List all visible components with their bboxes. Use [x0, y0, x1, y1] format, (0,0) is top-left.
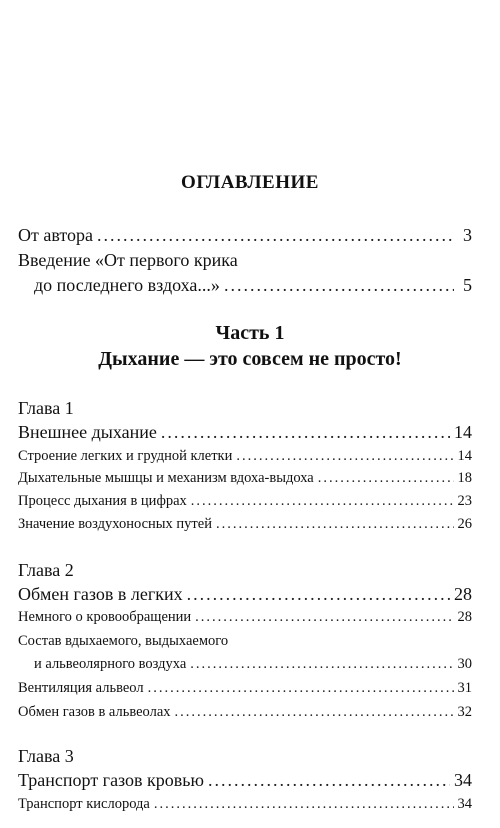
entry-page: 3: [463, 225, 472, 245]
toc-entry-chapter-1[interactable]: [18, 422, 472, 443]
leader-dots: [148, 680, 454, 697]
entry-page: 28: [454, 584, 472, 604]
entry-page: 32: [457, 704, 472, 720]
entry-text: Немного о кровообращении: [18, 609, 192, 625]
entry-page: 26: [457, 516, 472, 532]
entry-page: 14: [454, 422, 472, 442]
entry-text: Обмен газов в легких: [18, 584, 183, 604]
entry-page: 5: [463, 275, 472, 295]
leader-dots: [318, 470, 454, 487]
entry-page: 31: [457, 680, 472, 696]
toc-entry-intro-line1[interactable]: Введение «От первого крика: [18, 250, 238, 270]
part-number: Часть 1: [215, 322, 285, 344]
entry-text: Транспорт кислорода: [18, 796, 150, 812]
entry-page: 18: [457, 470, 472, 486]
entry-text: Дыхательные мышцы и механизм вдоха-выдоха: [18, 470, 314, 486]
toc-entry-section[interactable]: [34, 656, 472, 673]
toc-entry-chapter-3[interactable]: [18, 770, 472, 791]
entry-text: и альвеолярного воздуха: [34, 656, 187, 672]
toc-entry-section[interactable]: [18, 470, 472, 487]
entry-text: до последнего вздоха...»: [34, 275, 220, 295]
entry-text: Процесс дыхания в цифрах: [18, 493, 187, 509]
entry-text: Обмен газов в альвеолах: [18, 704, 171, 720]
toc-entry-section[interactable]: [18, 448, 472, 465]
entry-text: От автора: [18, 225, 94, 245]
entry-text: Вентиляция альвеол: [18, 680, 144, 696]
toc-entry-section-line1[interactable]: Состав вдыхаемого, выдыхаемого: [18, 633, 229, 649]
leader-dots: [97, 225, 454, 246]
entry-text: Строение легких и грудной клетки: [18, 448, 233, 464]
entry-text: Внешнее дыхание: [18, 422, 157, 442]
leader-dots: [191, 493, 454, 510]
leader-dots: [190, 656, 453, 673]
leader-dots: [161, 422, 450, 443]
chapter-label: Глава 2: [18, 560, 74, 580]
chapter-label: Глава 3: [18, 746, 74, 766]
toc-entry-from-author[interactable]: [18, 225, 472, 246]
entry-page: 28: [457, 609, 472, 625]
toc-entry-section[interactable]: [18, 704, 472, 721]
leader-dots: [154, 796, 454, 813]
toc-entry-intro[interactable]: [34, 275, 472, 296]
part-title: Дыхание — это совсем не просто!: [98, 348, 402, 370]
chapter-label: Глава 1: [18, 398, 74, 418]
leader-dots: [175, 704, 454, 721]
toc-entry-section[interactable]: [18, 493, 472, 510]
entry-page: 34: [454, 770, 472, 790]
leader-dots: [224, 275, 454, 296]
toc-entry-section[interactable]: [18, 609, 472, 626]
entry-page: 23: [457, 493, 472, 509]
entry-text: Значение воздухоносных путей: [18, 516, 212, 532]
leader-dots: [195, 609, 453, 626]
leader-dots: [216, 516, 454, 533]
entry-page: 34: [457, 796, 472, 812]
entry-text: Транспорт газов кровью: [18, 770, 204, 790]
toc-entry-section[interactable]: [18, 680, 472, 697]
toc-entry-chapter-2[interactable]: [18, 584, 472, 605]
toc-entry-section[interactable]: [18, 516, 472, 533]
leader-dots: [236, 448, 453, 465]
entry-page: 14: [457, 448, 472, 464]
leader-dots: [187, 584, 450, 605]
toc-title: ОГЛАВЛЕНИЕ: [181, 172, 319, 193]
toc-entry-section[interactable]: [18, 796, 472, 813]
leader-dots: [208, 770, 450, 791]
entry-page: 30: [457, 656, 472, 672]
